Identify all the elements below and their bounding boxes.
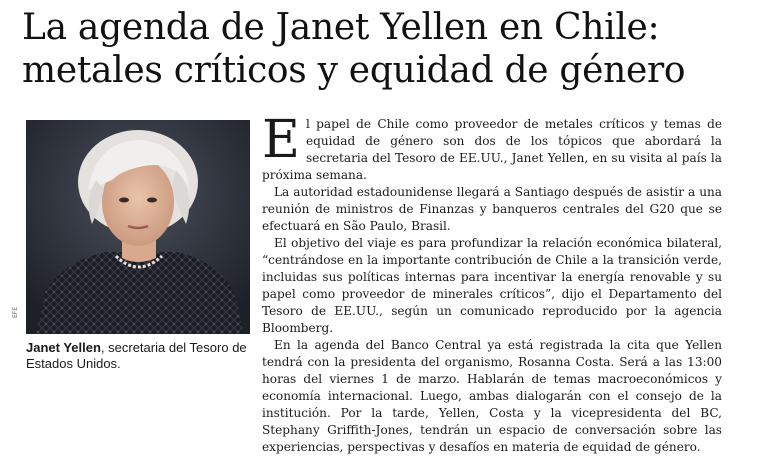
article-body — [262, 110, 722, 456]
article-paragraph: En la agenda del Banco Central ya está registrada la cita que Yellen tendrá con la presidenta del organismo, Rosanna Costa. Será a las 13:00 horas del viernes 1 de marzo. Hablarán de temas macroeconómicos y economía internacional. Luego, ambas dialogarán con el consejo de la institución. Por la tarde, Yellen, Costa y la vicepresidenta del BC, Stephany Griffith-Jones, tendrán un espacio de conversación sobre las experiencias, perspectivas y desafíos en materia de equidad de género. — [262, 338, 722, 454]
caption-text: , secretaria del Tesoro de Estados Unidos. — [26, 340, 247, 371]
caption-name: Janet Yellen — [26, 340, 101, 355]
photo-credit: EFE — [12, 306, 19, 318]
portrait-photo — [26, 120, 250, 334]
article-paragraph: La autoridad estadounidense llegará a Santiago después de asistir a una reunión de ministros de Finanzas y banqueros centrales del G20 que se efectuará en São Paulo, Brasil. — [262, 185, 722, 233]
article-paragraph-text: l papel de Chile como proveedor de metales críticos y temas de equidad de género son dos de los tópicos que abordará la secretaria del Tesoro de EE.UU., Janet Yellen, en su visita al país la próxima semana. — [262, 117, 722, 182]
article-paragraph — [262, 110, 722, 184]
portrait-illustration — [26, 120, 250, 334]
photo-caption — [26, 340, 250, 372]
article-paragraph: El objetivo del viaje es para profundizar la relación económica bilateral, “centrándose en la importante contribución de Chile a la transición verde, incluidas sus políticas internas para incentivar la energía renovable y su papel como proveedor de minerales críticos”, dijo el Departamento del Tesoro de EE.UU., según un comunicado reproducido por la agencia Bloomberg. — [262, 236, 722, 335]
headline: La agenda de Janet Yellen en Chile: metales críticos y equidad de género — [22, 7, 686, 91]
drop-cap: E — [262, 110, 300, 170]
